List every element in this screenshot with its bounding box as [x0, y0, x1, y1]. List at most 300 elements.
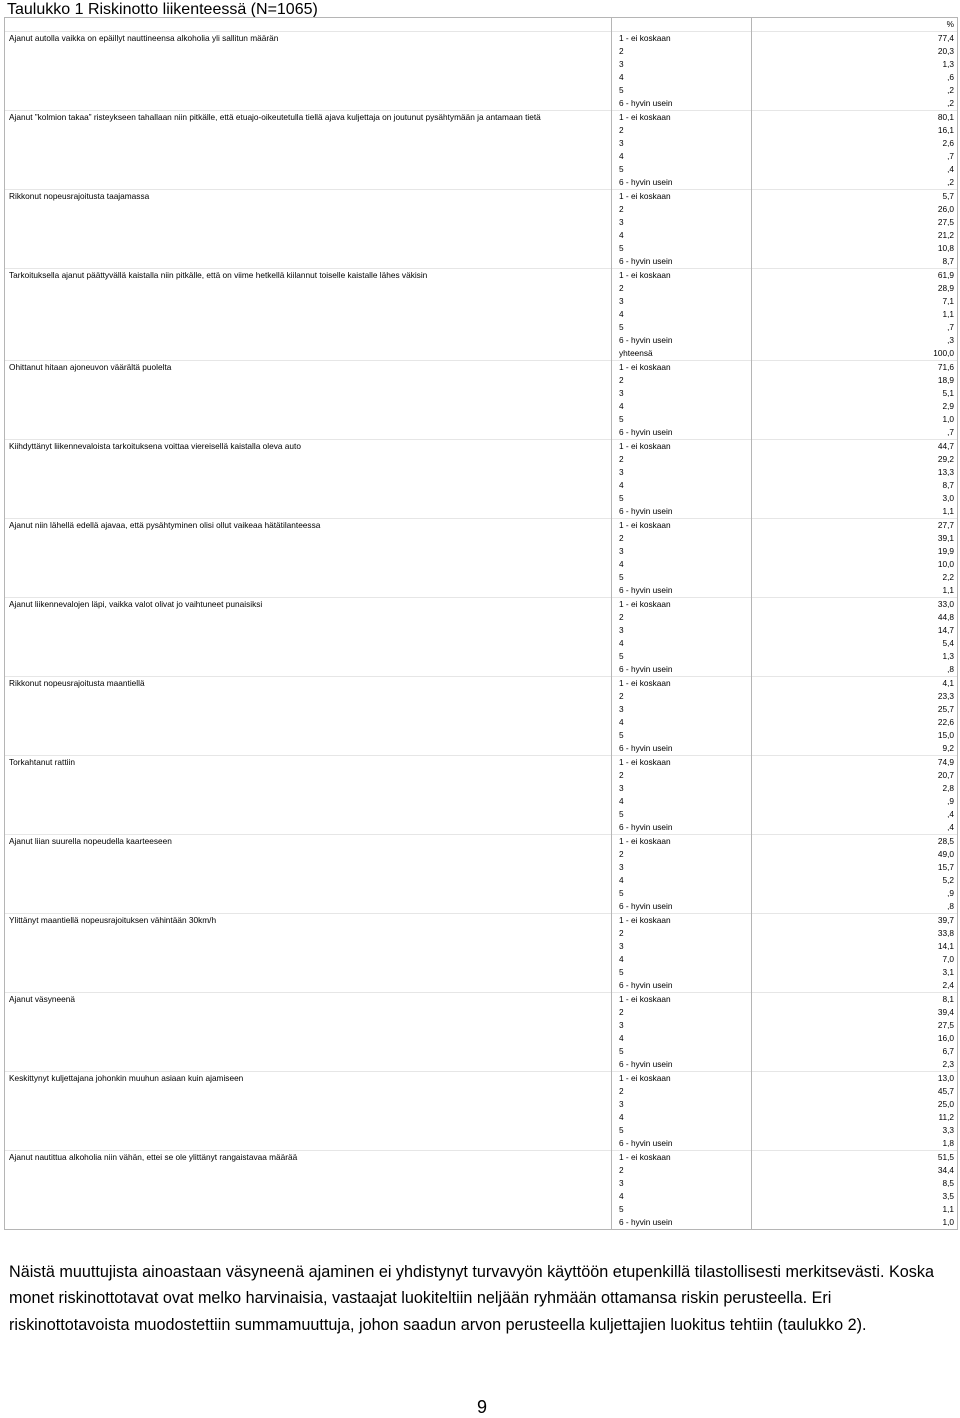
question-cell	[5, 58, 612, 71]
percent-value: 4,1	[752, 677, 958, 691]
percent-value: 8,7	[752, 255, 958, 269]
table-row	[5, 1032, 958, 1045]
question-cell	[5, 769, 612, 782]
response-category: 4	[612, 71, 752, 84]
table-row	[5, 690, 958, 703]
percent-value: ,4	[752, 163, 958, 176]
table-row	[5, 374, 958, 387]
percent-value: 5,1	[752, 387, 958, 400]
response-category: 2	[612, 45, 752, 58]
response-category: 3	[612, 466, 752, 479]
question-cell	[5, 1111, 612, 1124]
table-row	[5, 703, 958, 716]
percent-value: 22,6	[752, 716, 958, 729]
percent-value: 9,2	[752, 742, 958, 756]
question-cell	[5, 242, 612, 255]
response-category: 3	[612, 861, 752, 874]
percent-value: ,6	[752, 71, 958, 84]
table-row	[5, 479, 958, 492]
percent-header: %	[752, 18, 958, 32]
response-category: 2	[612, 848, 752, 861]
percent-value: 1,0	[752, 413, 958, 426]
percent-value: 39,1	[752, 532, 958, 545]
percent-value: 27,7	[752, 519, 958, 533]
response-category: 2	[612, 1164, 752, 1177]
response-category: 4	[612, 229, 752, 242]
question-label: Ajanut väsyneenä	[5, 993, 612, 1007]
percent-value: 71,6	[752, 361, 958, 375]
question-cell	[5, 1058, 612, 1072]
percent-value: 2,3	[752, 1058, 958, 1072]
percent-value: ,8	[752, 663, 958, 677]
table-row	[5, 650, 958, 663]
question-cell	[5, 927, 612, 940]
percent-value: 49,0	[752, 848, 958, 861]
table-row	[5, 111, 958, 125]
percent-value: 3,1	[752, 966, 958, 979]
percent-value: 5,7	[752, 190, 958, 204]
table-row	[5, 308, 958, 321]
percent-value: 44,7	[752, 440, 958, 454]
table-row	[5, 1203, 958, 1216]
table-row	[5, 361, 958, 375]
table-row	[5, 466, 958, 479]
table-row	[5, 1190, 958, 1203]
question-cell	[5, 571, 612, 584]
response-category: 5	[612, 1124, 752, 1137]
percent-value: 3,5	[752, 1190, 958, 1203]
percent-value: 28,5	[752, 835, 958, 849]
question-cell	[5, 1006, 612, 1019]
question-cell	[5, 505, 612, 519]
response-category: 6 - hyvin usein	[612, 742, 752, 756]
question-cell	[5, 492, 612, 505]
percent-value: ,3	[752, 334, 958, 347]
response-category: 6 - hyvin usein	[612, 255, 752, 269]
question-cell	[5, 203, 612, 216]
percent-value: 20,7	[752, 769, 958, 782]
question-cell	[5, 400, 612, 413]
question-cell	[5, 124, 612, 137]
percent-value: 29,2	[752, 453, 958, 466]
percent-value: 8,1	[752, 993, 958, 1007]
table-row	[5, 729, 958, 742]
question-cell	[5, 387, 612, 400]
table-row	[5, 150, 958, 163]
response-category: 5	[612, 413, 752, 426]
question-cell	[5, 255, 612, 269]
question-cell	[5, 1190, 612, 1203]
question-label: Ajanut autolla vaikka on epäillyt nauttineensa alkoholia yli sallitun määrän	[5, 32, 612, 46]
table-row	[5, 45, 958, 58]
percent-value: ,7	[752, 321, 958, 334]
body-paragraph: Näistä muuttujista ainoastaan väsyneenä ajaminen ei yhdistynyt turvavyön käyttöön etupenkillä tilastollisesti merkitsevästi. Koska monet riskinottotavat ovat melko harvinaisia, vastaajat luokiteltiin neljään ryhmään ottamansa riskin perusteella. Eri riskinottotavoista muodostettiin summamuuttuja, johon saadun arvon perusteella kuljettajien luokitus tehtiin (taulukko 2).	[9, 1263, 934, 1334]
question-label: Ohittanut hitaan ajoneuvon väärältä puolelta	[5, 361, 612, 375]
percent-value: 7,0	[752, 953, 958, 966]
table-row	[5, 1124, 958, 1137]
percent-value: ,4	[752, 821, 958, 835]
question-cell	[5, 979, 612, 993]
question-cell	[5, 413, 612, 426]
response-category: 2	[612, 927, 752, 940]
question-cell	[5, 887, 612, 900]
question-label: Ajanut niin lähellä edellä ajavaa, että pysähtyminen olisi ollut vaikeaa hätätilanteessa	[5, 519, 612, 533]
table-row	[5, 1111, 958, 1124]
question-cell	[5, 545, 612, 558]
percent-value: 28,9	[752, 282, 958, 295]
response-category: 4	[612, 874, 752, 887]
percent-value: 39,4	[752, 1006, 958, 1019]
percent-value: ,2	[752, 97, 958, 111]
response-category: 1 - ei koskaan	[612, 519, 752, 533]
table-row	[5, 400, 958, 413]
response-category: 1 - ei koskaan	[612, 190, 752, 204]
question-cell	[5, 940, 612, 953]
percent-value: 14,7	[752, 624, 958, 637]
table-row	[5, 163, 958, 176]
table-row	[5, 795, 958, 808]
percent-value: 45,7	[752, 1085, 958, 1098]
table-row	[5, 532, 958, 545]
table-row	[5, 914, 958, 928]
percent-value: 39,7	[752, 914, 958, 928]
table-row	[5, 387, 958, 400]
table-row	[5, 413, 958, 426]
table-row	[5, 295, 958, 308]
question-cell	[5, 137, 612, 150]
response-category: 3	[612, 137, 752, 150]
response-category: 6 - hyvin usein	[612, 821, 752, 835]
response-category: 4	[612, 400, 752, 413]
question-cell	[5, 347, 612, 361]
percent-value: 1,3	[752, 58, 958, 71]
table-row	[5, 993, 958, 1007]
percent-value: 2,8	[752, 782, 958, 795]
response-category: 4	[612, 795, 752, 808]
percent-value: 26,0	[752, 203, 958, 216]
table-row	[5, 637, 958, 650]
response-category: 3	[612, 782, 752, 795]
response-category: 2	[612, 282, 752, 295]
response-category: 3	[612, 624, 752, 637]
table-row	[5, 887, 958, 900]
table-row	[5, 940, 958, 953]
question-cell	[5, 1098, 612, 1111]
percent-value: 1,1	[752, 1203, 958, 1216]
table-row	[5, 519, 958, 533]
response-category: 6 - hyvin usein	[612, 97, 752, 111]
response-category: 6 - hyvin usein	[612, 505, 752, 519]
question-cell	[5, 821, 612, 835]
response-category: 3	[612, 703, 752, 716]
percent-value: 25,7	[752, 703, 958, 716]
table-row	[5, 321, 958, 334]
question-cell	[5, 953, 612, 966]
table-row	[5, 1098, 958, 1111]
question-cell	[5, 624, 612, 637]
response-category: 4	[612, 308, 752, 321]
response-category: 2	[612, 374, 752, 387]
percent-value: 13,3	[752, 466, 958, 479]
percent-value: 18,9	[752, 374, 958, 387]
category-header-cell	[612, 18, 752, 32]
table-row	[5, 84, 958, 97]
response-category: 1 - ei koskaan	[612, 756, 752, 770]
question-cell	[5, 650, 612, 663]
question-cell	[5, 966, 612, 979]
percent-value: 27,5	[752, 1019, 958, 1032]
response-category: 6 - hyvin usein	[612, 176, 752, 190]
response-category: 2	[612, 453, 752, 466]
response-category: 3	[612, 1098, 752, 1111]
table-row	[5, 1137, 958, 1151]
table-row	[5, 1072, 958, 1086]
response-category: 1 - ei koskaan	[612, 111, 752, 125]
table-row	[5, 624, 958, 637]
response-category: 5	[612, 729, 752, 742]
question-cell	[5, 150, 612, 163]
response-category: 4	[612, 558, 752, 571]
table-row	[5, 1216, 958, 1230]
response-category: 5	[612, 321, 752, 334]
percent-value: ,9	[752, 887, 958, 900]
table-row	[5, 874, 958, 887]
response-category: 3	[612, 1019, 752, 1032]
response-category: 5	[612, 966, 752, 979]
table-row	[5, 242, 958, 255]
percent-value: 6,7	[752, 1045, 958, 1058]
table-row	[5, 571, 958, 584]
table-row	[5, 1058, 958, 1072]
percent-value: ,2	[752, 176, 958, 190]
response-category: 6 - hyvin usein	[612, 1137, 752, 1151]
percent-value: 7,1	[752, 295, 958, 308]
percent-value: 61,9	[752, 269, 958, 283]
question-cell	[5, 453, 612, 466]
response-category: 3	[612, 940, 752, 953]
percent-value: 3,3	[752, 1124, 958, 1137]
percent-value: 44,8	[752, 611, 958, 624]
response-category: 6 - hyvin usein	[612, 1058, 752, 1072]
response-category: 3	[612, 387, 752, 400]
response-category: 5	[612, 808, 752, 821]
table-row	[5, 1151, 958, 1165]
question-cell	[5, 308, 612, 321]
question-label: Torkahtanut rattiin	[5, 756, 612, 770]
response-category: 1 - ei koskaan	[612, 1151, 752, 1165]
table-row	[5, 269, 958, 283]
question-cell	[5, 97, 612, 111]
question-cell	[5, 466, 612, 479]
percent-value: 20,3	[752, 45, 958, 58]
response-category: 5	[612, 887, 752, 900]
question-cell	[5, 1045, 612, 1058]
response-category: 4	[612, 637, 752, 650]
percent-value: 51,5	[752, 1151, 958, 1165]
question-cell	[5, 295, 612, 308]
percent-value: 33,0	[752, 598, 958, 612]
percent-value: ,7	[752, 150, 958, 163]
table-row	[5, 334, 958, 347]
percent-value: ,4	[752, 808, 958, 821]
table-row	[5, 1045, 958, 1058]
question-label: Ylittänyt maantiellä nopeusrajoituksen vähintään 30km/h	[5, 914, 612, 928]
table-row	[5, 137, 958, 150]
percent-value: 8,7	[752, 479, 958, 492]
table-row	[5, 742, 958, 756]
percent-value: 5,2	[752, 874, 958, 887]
percent-value: 15,0	[752, 729, 958, 742]
response-category: 1 - ei koskaan	[612, 440, 752, 454]
page-number: 9	[477, 1397, 488, 1417]
table-row	[5, 966, 958, 979]
percent-value: 1,3	[752, 650, 958, 663]
response-category: 6 - hyvin usein	[612, 1216, 752, 1230]
percent-value: 10,8	[752, 242, 958, 255]
question-cell	[5, 690, 612, 703]
response-category: 4	[612, 479, 752, 492]
response-category: 6 - hyvin usein	[612, 426, 752, 440]
table-row	[5, 1164, 958, 1177]
percent-value: 27,5	[752, 216, 958, 229]
table-row	[5, 282, 958, 295]
response-category: 1 - ei koskaan	[612, 993, 752, 1007]
question-cell	[5, 176, 612, 190]
question-cell	[5, 861, 612, 874]
question-label: Ajanut liian suurella nopeudella kaarteeseen	[5, 835, 612, 849]
question-label: Rikkonut nopeusrajoitusta taajamassa	[5, 190, 612, 204]
table-row	[5, 255, 958, 269]
question-cell	[5, 479, 612, 492]
table-row	[5, 545, 958, 558]
response-category: 6 - hyvin usein	[612, 900, 752, 914]
question-label: Kiihdyttänyt liikennevaloista tarkoituksena voittaa viereisellä kaistalla oleva auto	[5, 440, 612, 454]
question-cell	[5, 1164, 612, 1177]
percent-value: 16,1	[752, 124, 958, 137]
table-row	[5, 440, 958, 454]
table-row	[5, 677, 958, 691]
table-row	[5, 347, 958, 361]
percent-value: 13,0	[752, 1072, 958, 1086]
table-row	[5, 927, 958, 940]
percent-value: 1,0	[752, 1216, 958, 1230]
percent-value: ,7	[752, 426, 958, 440]
table-row	[5, 453, 958, 466]
percent-value: 34,4	[752, 1164, 958, 1177]
table-row	[5, 505, 958, 519]
table-row	[5, 756, 958, 770]
percent-value: ,9	[752, 795, 958, 808]
response-category: 3	[612, 545, 752, 558]
response-category: 1 - ei koskaan	[612, 269, 752, 283]
question-cell	[5, 426, 612, 440]
percent-value: ,8	[752, 900, 958, 914]
table-row	[5, 848, 958, 861]
percent-value: 1,1	[752, 584, 958, 598]
question-cell	[5, 703, 612, 716]
response-category: 5	[612, 571, 752, 584]
response-category: 4	[612, 1190, 752, 1203]
question-cell	[5, 374, 612, 387]
table-row	[5, 821, 958, 835]
table-header-row	[5, 18, 958, 32]
table-row	[5, 190, 958, 204]
table-row	[5, 979, 958, 993]
table-row	[5, 782, 958, 795]
response-category: 5	[612, 84, 752, 97]
percent-value: 1,8	[752, 1137, 958, 1151]
question-cell	[5, 848, 612, 861]
table-row	[5, 663, 958, 677]
percent-value: 25,0	[752, 1098, 958, 1111]
question-label: Tarkoituksella ajanut päättyvällä kaistalla niin pitkälle, että on viime hetkellä kiilannut toiselle kaistalle lähes väkisin	[5, 269, 612, 283]
response-category: 5	[612, 163, 752, 176]
response-category: 6 - hyvin usein	[612, 584, 752, 598]
table-row	[5, 492, 958, 505]
response-category: 6 - hyvin usein	[612, 663, 752, 677]
response-category: 3	[612, 1177, 752, 1190]
table-row	[5, 176, 958, 190]
question-cell	[5, 71, 612, 84]
response-category: 2	[612, 1006, 752, 1019]
percent-value: 2,9	[752, 400, 958, 413]
response-category: 2	[612, 769, 752, 782]
response-category: 2	[612, 611, 752, 624]
table-row	[5, 584, 958, 598]
table-row	[5, 716, 958, 729]
percent-value: 1,1	[752, 505, 958, 519]
table-row	[5, 808, 958, 821]
response-category: 4	[612, 716, 752, 729]
percent-value: 11,2	[752, 1111, 958, 1124]
table-body	[5, 18, 958, 1230]
response-category: yhteensä	[612, 347, 752, 361]
question-label: Ajanut ”kolmion takaa” risteykseen tahallaan niin pitkälle, että etuajo-oikeutetulla tiellä ajava kuljettaja on joutunut pysähtymään ja antamaan tietä	[5, 111, 612, 125]
table-row	[5, 1006, 958, 1019]
percent-value: 10,0	[752, 558, 958, 571]
table-row	[5, 229, 958, 242]
response-category: 5	[612, 492, 752, 505]
table-row	[5, 900, 958, 914]
response-category: 1 - ei koskaan	[612, 835, 752, 849]
percent-value: 16,0	[752, 1032, 958, 1045]
table-row	[5, 1085, 958, 1098]
response-category: 5	[612, 242, 752, 255]
response-category: 1 - ei koskaan	[612, 1072, 752, 1086]
percent-value: 19,9	[752, 545, 958, 558]
question-cell	[5, 874, 612, 887]
table-row	[5, 216, 958, 229]
question-cell	[5, 216, 612, 229]
percent-value: 2,4	[752, 979, 958, 993]
question-cell	[5, 729, 612, 742]
response-category: 6 - hyvin usein	[612, 979, 752, 993]
table-row	[5, 861, 958, 874]
table-title: Taulukko 1 Riskinotto liikenteessä (N=1065)	[7, 1, 318, 18]
question-cell	[5, 900, 612, 914]
table-row	[5, 611, 958, 624]
percent-value: 77,4	[752, 32, 958, 46]
response-category: 1 - ei koskaan	[612, 598, 752, 612]
response-category: 2	[612, 690, 752, 703]
table-row	[5, 1019, 958, 1032]
question-cell	[5, 637, 612, 650]
table-row	[5, 953, 958, 966]
question-cell	[5, 321, 612, 334]
table-row	[5, 835, 958, 849]
table-row	[5, 32, 958, 46]
response-category: 1 - ei koskaan	[612, 677, 752, 691]
